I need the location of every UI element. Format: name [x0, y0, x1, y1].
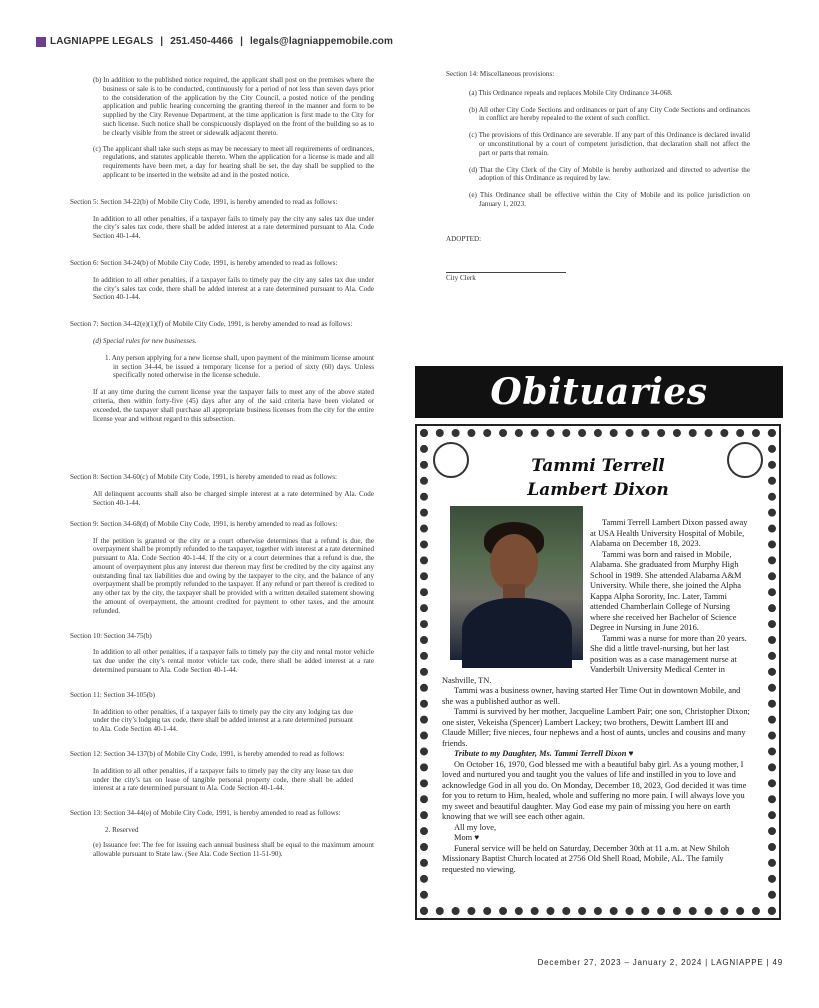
obit-paragraph-2: Tammi was born and raised in Mobile, Alabama. She graduated from Murphy High School in 1989. She attended Alabama A&M University. While there, she joined the Alpha Kappa Alpha Sorority, Inc. Later, Tammi attended Chamberlain College of Nursing where she received her Bachelor of Science Degree in Nursing in June 2016.	[590, 549, 742, 632]
section-7-d: (d) Special rules for new businesses.	[93, 336, 197, 345]
adopted-label: ADOPTED:	[446, 234, 482, 243]
section-10-body: In addition to all other penalties, if a taxpayer fails to timely pay the city and rental motor vehicle tax due under the city’s rental motor vehicle tax code, there shall be added interest at a rate determined pursuant to Ala. Code Section 40-1-44.	[93, 648, 374, 675]
obituary-frame	[415, 424, 781, 920]
brand-name: LAGNIAPPE LEGALS	[50, 36, 154, 47]
provision-c: (c) The provisions of this Ordinance are severable. If any part of this Ordinance is declared invalid or unconstitutional by a court of competent jurisdiction, that declaration shall not affect the part or parts that remain.	[469, 131, 750, 157]
email-link[interactable]: legals@lagniappemobile.com	[250, 36, 393, 47]
section-9-heading: Section 9: Section 34-68(d) of Mobile City Code, 1991, is hereby amended to read as follows:	[70, 519, 338, 528]
section-8-heading: Section 8: Section 34-60(c) of Mobile City Code, 1991, is hereby amended to read as follows:	[70, 473, 337, 482]
photo-spacer	[442, 518, 590, 668]
section-6-heading: Section 6: Section 34-24(b) of Mobile City Code, 1991, is hereby amended to read as follows:	[70, 258, 338, 267]
obituary-text	[442, 518, 752, 875]
section-7-body: If at any time during the current license year the taxpayer fails to meet any of the above stated criteria, then within forty-five (45) days after any of the said criteria have been violated or exceeded, the taxpayer shall purchase all appropriate business licenses from the city for the entire license year and without regard to this subsection.	[93, 388, 374, 423]
provision-d: (d) That the City Clerk of the City of Mobile is hereby authorized and directed to advertise the adoption of this Ordinance as required by law.	[469, 165, 750, 183]
brand-square-icon	[36, 37, 46, 47]
left-column	[70, 76, 374, 858]
separator: |	[240, 36, 244, 47]
section-13-item: 2. Reserved	[105, 826, 139, 835]
page-footer: December 27, 2023 – January 2, 2024 | LAGNIAPPE | 49	[537, 958, 783, 967]
obit-paragraph-4: Tammi was a business owner, having started Her Time Out in downtown Mobile, and she was a published author as well.	[442, 686, 741, 706]
paragraph-b: (b) In addition to the published notice required, the applicant shall post on the premises where the business or sale is to be conducted, continuously for a period of not less than seven days prior to the consideration of the application by the City Council, a posted notice of the pending application and public hearing concerning the granting thereof in the manner and form to be supplied by the City Revenue Department, at the time application is first made to the City for such license. Such notice shall be conspicuously displayed on the front of the building so as to be clearly visible from the street or sidewalk adjacent thereto.	[93, 76, 374, 137]
obit-paragraph-9: Funeral service will be held on Saturday, December 30th at 11 a.m. at New Shiloh Missionary Baptist Church located at 2756 Old Shell Road, Mobile, AL. The family requested no viewing.	[442, 843, 730, 874]
section-5-body: In addition to all other penalties, if a taxpayer fails to timely pay the city any sales tax due under the city’s sales tax code, there shall be added interest at a rate determined pursuant to Ala. Code Section 40-1-44.	[93, 214, 374, 241]
section-5-heading: Section 5: Section 34-22(b) of Mobile City Code, 1991, is hereby amended to read as follows:	[70, 197, 338, 206]
section-12-heading: Section 12: Section 34-137(b) of Mobile City Code, 1991, is hereby amended to read as follows:	[70, 750, 345, 759]
obituaries-banner: Obituaries	[415, 366, 783, 418]
right-column	[446, 70, 750, 282]
section-8-body: All delinquent accounts shall also be charged simple interest at a rate determined by Ala. Code Section 40-1-44.	[93, 490, 374, 507]
section-12-body: In addition to all other penalties, if a taxpayer fails to timely pay the city any lease tax due under the city’s tax on lease of tangible personal property code, there shall be added interest at a rate determined pursuant to Ala. Code Section 40-1-44.	[93, 766, 353, 793]
obit-paragraph-8: Mom ♥	[454, 833, 480, 842]
obit-paragraph-6: On October 16, 1970, God blessed me with a beautiful baby girl. As a young mother, I loved and nurtured you and taught you the values of life and instilled in you to love and acknowledge God in all you do. On Monday, December 18, 2023, God decided it was time for you to return to Him, healed, whole and suffering no more pain. I will always love you my sweet and beautiful daughter. May God ease my pain of missing you here on earth knowing that we will see each other again.	[442, 759, 747, 821]
obituary-name	[417, 454, 779, 502]
obit-paragraph-1: Tammi Terrell Lambert Dixon passed away at USA Health University Hospital of Mobile, Alabama on December 18, 2023.	[590, 518, 748, 548]
phone: 251.450-4466	[170, 36, 234, 47]
section-10-heading: Section 10: Section 34-75(b)	[70, 631, 152, 640]
page-header	[36, 36, 393, 47]
tribute-heading: Tribute to my Daughter, Ms. Tammi Terrell Dixon ♥	[454, 749, 634, 758]
provision-a: (a) This Ordinance repeals and replaces Mobile City Ordinance 34-068.	[469, 88, 673, 97]
obit-paragraph-5: Tammi is survived by her mother, Jacqueline Lambert Pair; one son, Christopher Dixon; one sister, Vekeisha (Spencer) Lambert Lackey; two brothers, Dewitt Lambert III and Claude Miller; five nieces, four nephews and a host of aunts, uncles and cousins and many friends.	[442, 707, 750, 748]
obit-paragraph-7: All my love,	[454, 822, 497, 832]
section-9-body: If the petition is granted or the city or a court otherwise determines that a refund is due, the overpayment shall be promptly refunded to the taxpayer, together with interest at a rate determined pursuant to Ala. Code Section 40-1-44. If the city or a court determines that a refund is due, the amount of overpayment plus any interest due thereon may first be credited by the city against any outstanding final tax liabilities due and owing by the taxpayer to the city, and the balance of any overpayment shall be promptly refunded to the taxpayer. If any refund or part thereof is credited to any other tax by the city, the taxpayer shall be provided with a written detailed statement showing the amount of overpayment, the amount credited for payment to other taxes, and the amount refunded.	[93, 536, 374, 615]
obit-paragraph-3: Tammi was a nurse for more than 20 years. She did a little travel-nursing, but her last position was as a case management nurse at Vanderbilt University Medical Center in Nashville, TN.	[442, 633, 747, 685]
section-7-item: 1. Any person applying for a new license shall, upon payment of the minimum license amount in section 34-44, be issued a temporary license for a period of sixty (60) days. Unless specifically noted otherwise in the license schedule.	[105, 353, 374, 380]
section-13-heading: Section 13: Section 34-44(e) of Mobile City Code, 1991, is hereby amended to read as follows:	[70, 809, 341, 818]
provision-b: (b) All other City Code Sections and ordinances or part of any City Code Sections and ordinances in conflict are hereby repealed to the extent of such conflict.	[469, 105, 750, 123]
obituary-name-text: Tammi Terrell Lambert Dixon	[527, 456, 669, 500]
section-14-heading: Section 14: Miscellaneous provisions:	[446, 70, 555, 78]
section-11-body: In addition to other penalties, if a taxpayer fails to timely pay the city any lodging tax due under the city’s lodging tax code, there shall be added interest at a rate determined pursuant to Ala. Code Section 40-1-44.	[93, 707, 353, 734]
section-6-body: In addition to all other penalties, if a taxpayer fails to timely pay the city any sales tax due under the city’s sales tax code, there shall be added interest at a rate determined pursuant to Ala. Code Section 40-1-44.	[93, 275, 374, 302]
section-13-e: (e) Issuance fee: The fee for issuing each annual business shall be equal to the maximum amount allowable pursuant to State law. (See Ala. Code Section 11-51-90).	[93, 840, 374, 858]
provision-e: (e) This Ordinance shall be effective within the City of Mobile and its police jurisdiction on January 1, 2023.	[469, 191, 750, 208]
section-11-heading: Section 11: Section 34-105(b)	[70, 690, 156, 699]
signature-line	[446, 272, 566, 273]
paragraph-c: (c) The applicant shall take such steps as may be necessary to meet all requirements of ordinances, regulations, and statutes applicable thereto. When the application for a license is made and all requirements have been met, a day for hearing shall be set, the day shall be supplied to the applicant to be inserted in the website ad and in the posted notice.	[93, 144, 374, 179]
separator: |	[160, 36, 164, 47]
city-clerk-label: City Clerk	[446, 273, 476, 282]
section-7-heading: Section 7: Section 34-42(e)(1)(f) of Mobile City Code, 1991, is hereby amended to read as follows:	[70, 320, 353, 329]
